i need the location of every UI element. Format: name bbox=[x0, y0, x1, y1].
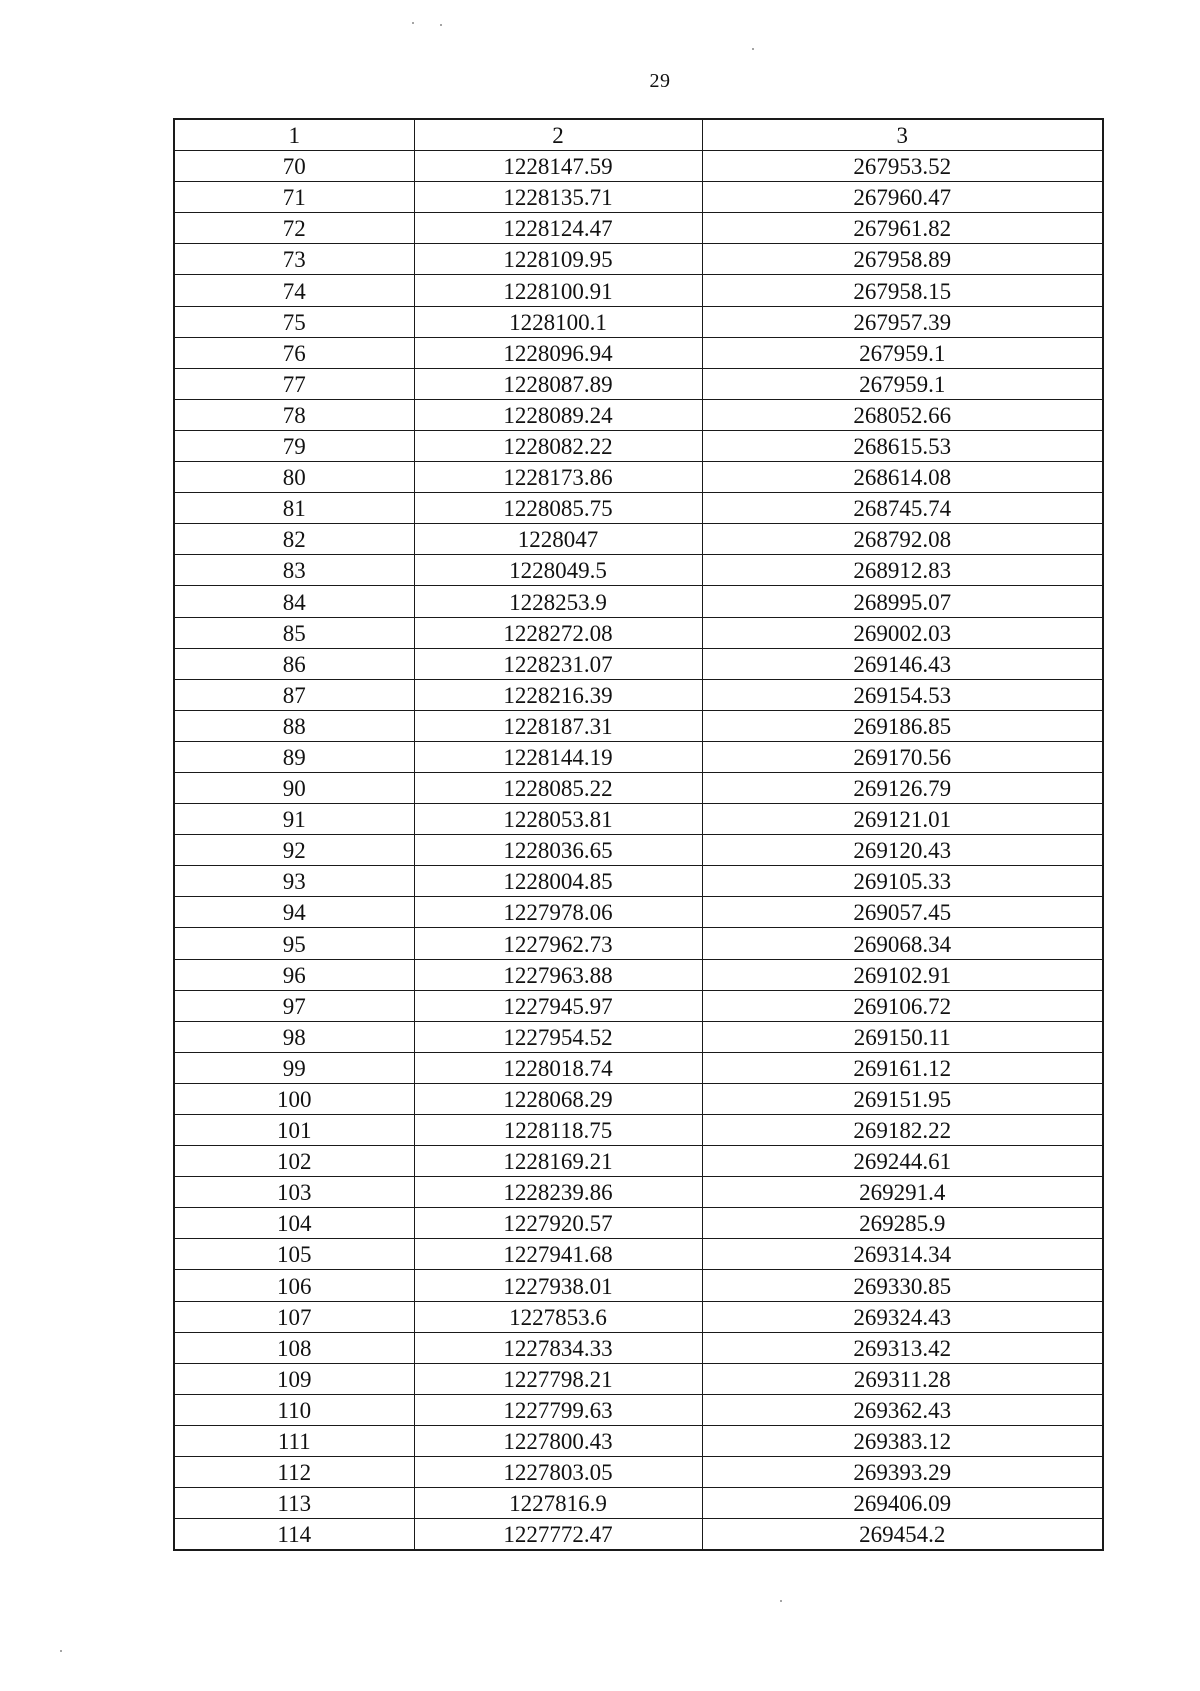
x-coordinate-cell: 1227941.68 bbox=[414, 1239, 702, 1270]
point-number-cell: 105 bbox=[174, 1239, 414, 1270]
x-coordinate-cell: 1228135.71 bbox=[414, 182, 702, 213]
y-coordinate-cell: 269106.72 bbox=[702, 990, 1103, 1021]
table-row bbox=[174, 213, 1103, 244]
y-coordinate-cell: 267961.82 bbox=[702, 213, 1103, 244]
x-coordinate-cell: 1228169.21 bbox=[414, 1146, 702, 1177]
y-coordinate-cell: 267958.89 bbox=[702, 244, 1103, 275]
x-coordinate-cell: 1228147.59 bbox=[414, 151, 702, 182]
x-coordinate-cell: 1228118.75 bbox=[414, 1115, 702, 1146]
point-number-cell: 114 bbox=[174, 1519, 414, 1551]
point-number-cell: 86 bbox=[174, 648, 414, 679]
x-coordinate-cell: 1228004.85 bbox=[414, 866, 702, 897]
y-coordinate-cell: 269151.95 bbox=[702, 1083, 1103, 1114]
table-row bbox=[174, 462, 1103, 493]
point-number-cell: 108 bbox=[174, 1332, 414, 1363]
y-coordinate-cell: 269105.33 bbox=[702, 866, 1103, 897]
x-coordinate-cell: 1227978.06 bbox=[414, 897, 702, 928]
y-coordinate-cell: 269002.03 bbox=[702, 617, 1103, 648]
point-number-cell: 110 bbox=[174, 1394, 414, 1425]
x-coordinate-cell: 1228018.74 bbox=[414, 1052, 702, 1083]
table-row bbox=[174, 959, 1103, 990]
y-coordinate-cell: 269314.34 bbox=[702, 1239, 1103, 1270]
point-number-cell: 95 bbox=[174, 928, 414, 959]
table-row bbox=[174, 648, 1103, 679]
x-coordinate-cell: 1227954.52 bbox=[414, 1021, 702, 1052]
point-number-cell: 84 bbox=[174, 586, 414, 617]
x-coordinate-cell: 1228085.22 bbox=[414, 772, 702, 803]
x-coordinate-cell: 1227834.33 bbox=[414, 1332, 702, 1363]
table-row bbox=[174, 151, 1103, 182]
y-coordinate-cell: 269362.43 bbox=[702, 1394, 1103, 1425]
y-coordinate-cell: 268615.53 bbox=[702, 430, 1103, 461]
y-coordinate-cell: 267959.1 bbox=[702, 368, 1103, 399]
y-coordinate-cell: 269120.43 bbox=[702, 835, 1103, 866]
table-row bbox=[174, 772, 1103, 803]
y-coordinate-cell: 267957.39 bbox=[702, 306, 1103, 337]
x-coordinate-cell: 1228068.29 bbox=[414, 1083, 702, 1114]
table-row bbox=[174, 555, 1103, 586]
table-row bbox=[174, 1021, 1103, 1052]
point-number-cell: 90 bbox=[174, 772, 414, 803]
x-coordinate-cell: 1227938.01 bbox=[414, 1270, 702, 1301]
y-coordinate-cell: 268792.08 bbox=[702, 524, 1103, 555]
x-coordinate-cell: 1227963.88 bbox=[414, 959, 702, 990]
y-coordinate-cell: 268912.83 bbox=[702, 555, 1103, 586]
table-row bbox=[174, 586, 1103, 617]
point-number-cell: 72 bbox=[174, 213, 414, 244]
x-coordinate-cell: 1228109.95 bbox=[414, 244, 702, 275]
table-body bbox=[174, 119, 1103, 1550]
point-number-cell: 77 bbox=[174, 368, 414, 399]
table-row bbox=[174, 1115, 1103, 1146]
point-number-cell: 74 bbox=[174, 275, 414, 306]
header-cell-3: 3 bbox=[702, 119, 1103, 151]
point-number-cell: 100 bbox=[174, 1083, 414, 1114]
point-number-cell: 101 bbox=[174, 1115, 414, 1146]
table-header-row bbox=[174, 119, 1103, 151]
y-coordinate-cell: 269311.28 bbox=[702, 1363, 1103, 1394]
x-coordinate-cell: 1228187.31 bbox=[414, 710, 702, 741]
table-row bbox=[174, 1425, 1103, 1456]
x-coordinate-cell: 1228087.89 bbox=[414, 368, 702, 399]
y-coordinate-cell: 269154.53 bbox=[702, 679, 1103, 710]
y-coordinate-cell: 269068.34 bbox=[702, 928, 1103, 959]
point-number-cell: 99 bbox=[174, 1052, 414, 1083]
table-row bbox=[174, 1394, 1103, 1425]
table-row bbox=[174, 617, 1103, 648]
point-number-cell: 80 bbox=[174, 462, 414, 493]
table-row bbox=[174, 897, 1103, 928]
x-coordinate-cell: 1227962.73 bbox=[414, 928, 702, 959]
table-row bbox=[174, 1052, 1103, 1083]
y-coordinate-cell: 269330.85 bbox=[702, 1270, 1103, 1301]
point-number-cell: 85 bbox=[174, 617, 414, 648]
y-coordinate-cell: 269244.61 bbox=[702, 1146, 1103, 1177]
point-number-cell: 102 bbox=[174, 1146, 414, 1177]
y-coordinate-cell: 269383.12 bbox=[702, 1425, 1103, 1456]
x-coordinate-cell: 1228173.86 bbox=[414, 462, 702, 493]
y-coordinate-cell: 269121.01 bbox=[702, 804, 1103, 835]
x-coordinate-cell: 1227772.47 bbox=[414, 1519, 702, 1551]
table-row bbox=[174, 244, 1103, 275]
y-coordinate-cell: 269285.9 bbox=[702, 1208, 1103, 1239]
y-coordinate-cell: 269150.11 bbox=[702, 1021, 1103, 1052]
y-coordinate-cell: 267958.15 bbox=[702, 275, 1103, 306]
x-coordinate-cell: 1227853.6 bbox=[414, 1301, 702, 1332]
header-cell-2: 2 bbox=[414, 119, 702, 151]
y-coordinate-cell: 269170.56 bbox=[702, 741, 1103, 772]
x-coordinate-cell: 1227920.57 bbox=[414, 1208, 702, 1239]
x-coordinate-cell: 1228231.07 bbox=[414, 648, 702, 679]
y-coordinate-cell: 269186.85 bbox=[702, 710, 1103, 741]
point-number-cell: 98 bbox=[174, 1021, 414, 1052]
y-coordinate-cell: 269324.43 bbox=[702, 1301, 1103, 1332]
coordinates-table bbox=[173, 118, 1104, 1551]
point-number-cell: 70 bbox=[174, 151, 414, 182]
x-coordinate-cell: 1227800.43 bbox=[414, 1425, 702, 1456]
y-coordinate-cell: 269393.29 bbox=[702, 1457, 1103, 1488]
table-row bbox=[174, 679, 1103, 710]
x-coordinate-cell: 1228036.65 bbox=[414, 835, 702, 866]
point-number-cell: 94 bbox=[174, 897, 414, 928]
point-number-cell: 89 bbox=[174, 741, 414, 772]
x-coordinate-cell: 1228049.5 bbox=[414, 555, 702, 586]
x-coordinate-cell: 1228047 bbox=[414, 524, 702, 555]
x-coordinate-cell: 1228216.39 bbox=[414, 679, 702, 710]
point-number-cell: 82 bbox=[174, 524, 414, 555]
point-number-cell: 73 bbox=[174, 244, 414, 275]
x-coordinate-cell: 1228100.1 bbox=[414, 306, 702, 337]
y-coordinate-cell: 269182.22 bbox=[702, 1115, 1103, 1146]
x-coordinate-cell: 1227798.21 bbox=[414, 1363, 702, 1394]
x-coordinate-cell: 1227816.9 bbox=[414, 1488, 702, 1519]
table-row bbox=[174, 399, 1103, 430]
x-coordinate-cell: 1228053.81 bbox=[414, 804, 702, 835]
y-coordinate-cell: 269102.91 bbox=[702, 959, 1103, 990]
y-coordinate-cell: 267960.47 bbox=[702, 182, 1103, 213]
point-number-cell: 97 bbox=[174, 990, 414, 1021]
y-coordinate-cell: 268745.74 bbox=[702, 493, 1103, 524]
point-number-cell: 75 bbox=[174, 306, 414, 337]
y-coordinate-cell: 267953.52 bbox=[702, 151, 1103, 182]
table-row bbox=[174, 1208, 1103, 1239]
x-coordinate-cell: 1227799.63 bbox=[414, 1394, 702, 1425]
table-row bbox=[174, 1488, 1103, 1519]
point-number-cell: 83 bbox=[174, 555, 414, 586]
point-number-cell: 93 bbox=[174, 866, 414, 897]
point-number-cell: 109 bbox=[174, 1363, 414, 1394]
scan-speck bbox=[60, 1650, 62, 1652]
point-number-cell: 88 bbox=[174, 710, 414, 741]
table-row bbox=[174, 337, 1103, 368]
x-coordinate-cell: 1228144.19 bbox=[414, 741, 702, 772]
table-row bbox=[174, 1519, 1103, 1551]
y-coordinate-cell: 269454.2 bbox=[702, 1519, 1103, 1551]
table-row bbox=[174, 524, 1103, 555]
y-coordinate-cell: 268052.66 bbox=[702, 399, 1103, 430]
y-coordinate-cell: 269057.45 bbox=[702, 897, 1103, 928]
page-number: 29 bbox=[649, 70, 671, 92]
x-coordinate-cell: 1228124.47 bbox=[414, 213, 702, 244]
table-row bbox=[174, 1363, 1103, 1394]
scan-speck bbox=[412, 22, 414, 24]
table-row bbox=[174, 741, 1103, 772]
x-coordinate-cell: 1228100.91 bbox=[414, 275, 702, 306]
table-row bbox=[174, 1177, 1103, 1208]
table-row bbox=[174, 493, 1103, 524]
point-number-cell: 78 bbox=[174, 399, 414, 430]
y-coordinate-cell: 269406.09 bbox=[702, 1488, 1103, 1519]
scan-speck bbox=[752, 48, 754, 50]
table-row bbox=[174, 1301, 1103, 1332]
point-number-cell: 96 bbox=[174, 959, 414, 990]
table-row bbox=[174, 1083, 1103, 1114]
table-row bbox=[174, 1332, 1103, 1363]
table-row bbox=[174, 1457, 1103, 1488]
point-number-cell: 103 bbox=[174, 1177, 414, 1208]
x-coordinate-cell: 1228239.86 bbox=[414, 1177, 702, 1208]
y-coordinate-cell: 269161.12 bbox=[702, 1052, 1103, 1083]
point-number-cell: 87 bbox=[174, 679, 414, 710]
scan-speck bbox=[780, 1600, 782, 1602]
y-coordinate-cell: 269313.42 bbox=[702, 1332, 1103, 1363]
point-number-cell: 91 bbox=[174, 804, 414, 835]
table-row bbox=[174, 710, 1103, 741]
point-number-cell: 107 bbox=[174, 1301, 414, 1332]
x-coordinate-cell: 1227945.97 bbox=[414, 990, 702, 1021]
table-row bbox=[174, 804, 1103, 835]
x-coordinate-cell: 1227803.05 bbox=[414, 1457, 702, 1488]
x-coordinate-cell: 1228082.22 bbox=[414, 430, 702, 461]
point-number-cell: 106 bbox=[174, 1270, 414, 1301]
y-coordinate-cell: 269291.4 bbox=[702, 1177, 1103, 1208]
point-number-cell: 71 bbox=[174, 182, 414, 213]
x-coordinate-cell: 1228096.94 bbox=[414, 337, 702, 368]
point-number-cell: 112 bbox=[174, 1457, 414, 1488]
table-row bbox=[174, 1146, 1103, 1177]
table-row bbox=[174, 1239, 1103, 1270]
table-row bbox=[174, 368, 1103, 399]
point-number-cell: 76 bbox=[174, 337, 414, 368]
x-coordinate-cell: 1228272.08 bbox=[414, 617, 702, 648]
y-coordinate-cell: 269146.43 bbox=[702, 648, 1103, 679]
y-coordinate-cell: 268995.07 bbox=[702, 586, 1103, 617]
point-number-cell: 92 bbox=[174, 835, 414, 866]
table-row bbox=[174, 430, 1103, 461]
table-row bbox=[174, 182, 1103, 213]
y-coordinate-cell: 268614.08 bbox=[702, 462, 1103, 493]
table-row bbox=[174, 306, 1103, 337]
point-number-cell: 113 bbox=[174, 1488, 414, 1519]
scan-speck bbox=[440, 24, 442, 26]
table-row bbox=[174, 866, 1103, 897]
x-coordinate-cell: 1228085.75 bbox=[414, 493, 702, 524]
point-number-cell: 81 bbox=[174, 493, 414, 524]
table-row bbox=[174, 990, 1103, 1021]
point-number-cell: 104 bbox=[174, 1208, 414, 1239]
y-coordinate-cell: 269126.79 bbox=[702, 772, 1103, 803]
y-coordinate-cell: 267959.1 bbox=[702, 337, 1103, 368]
table-row bbox=[174, 928, 1103, 959]
x-coordinate-cell: 1228089.24 bbox=[414, 399, 702, 430]
table-row bbox=[174, 835, 1103, 866]
table-row bbox=[174, 275, 1103, 306]
table-row bbox=[174, 1270, 1103, 1301]
point-number-cell: 79 bbox=[174, 430, 414, 461]
point-number-cell: 111 bbox=[174, 1425, 414, 1456]
header-cell-1: 1 bbox=[174, 119, 414, 151]
x-coordinate-cell: 1228253.9 bbox=[414, 586, 702, 617]
